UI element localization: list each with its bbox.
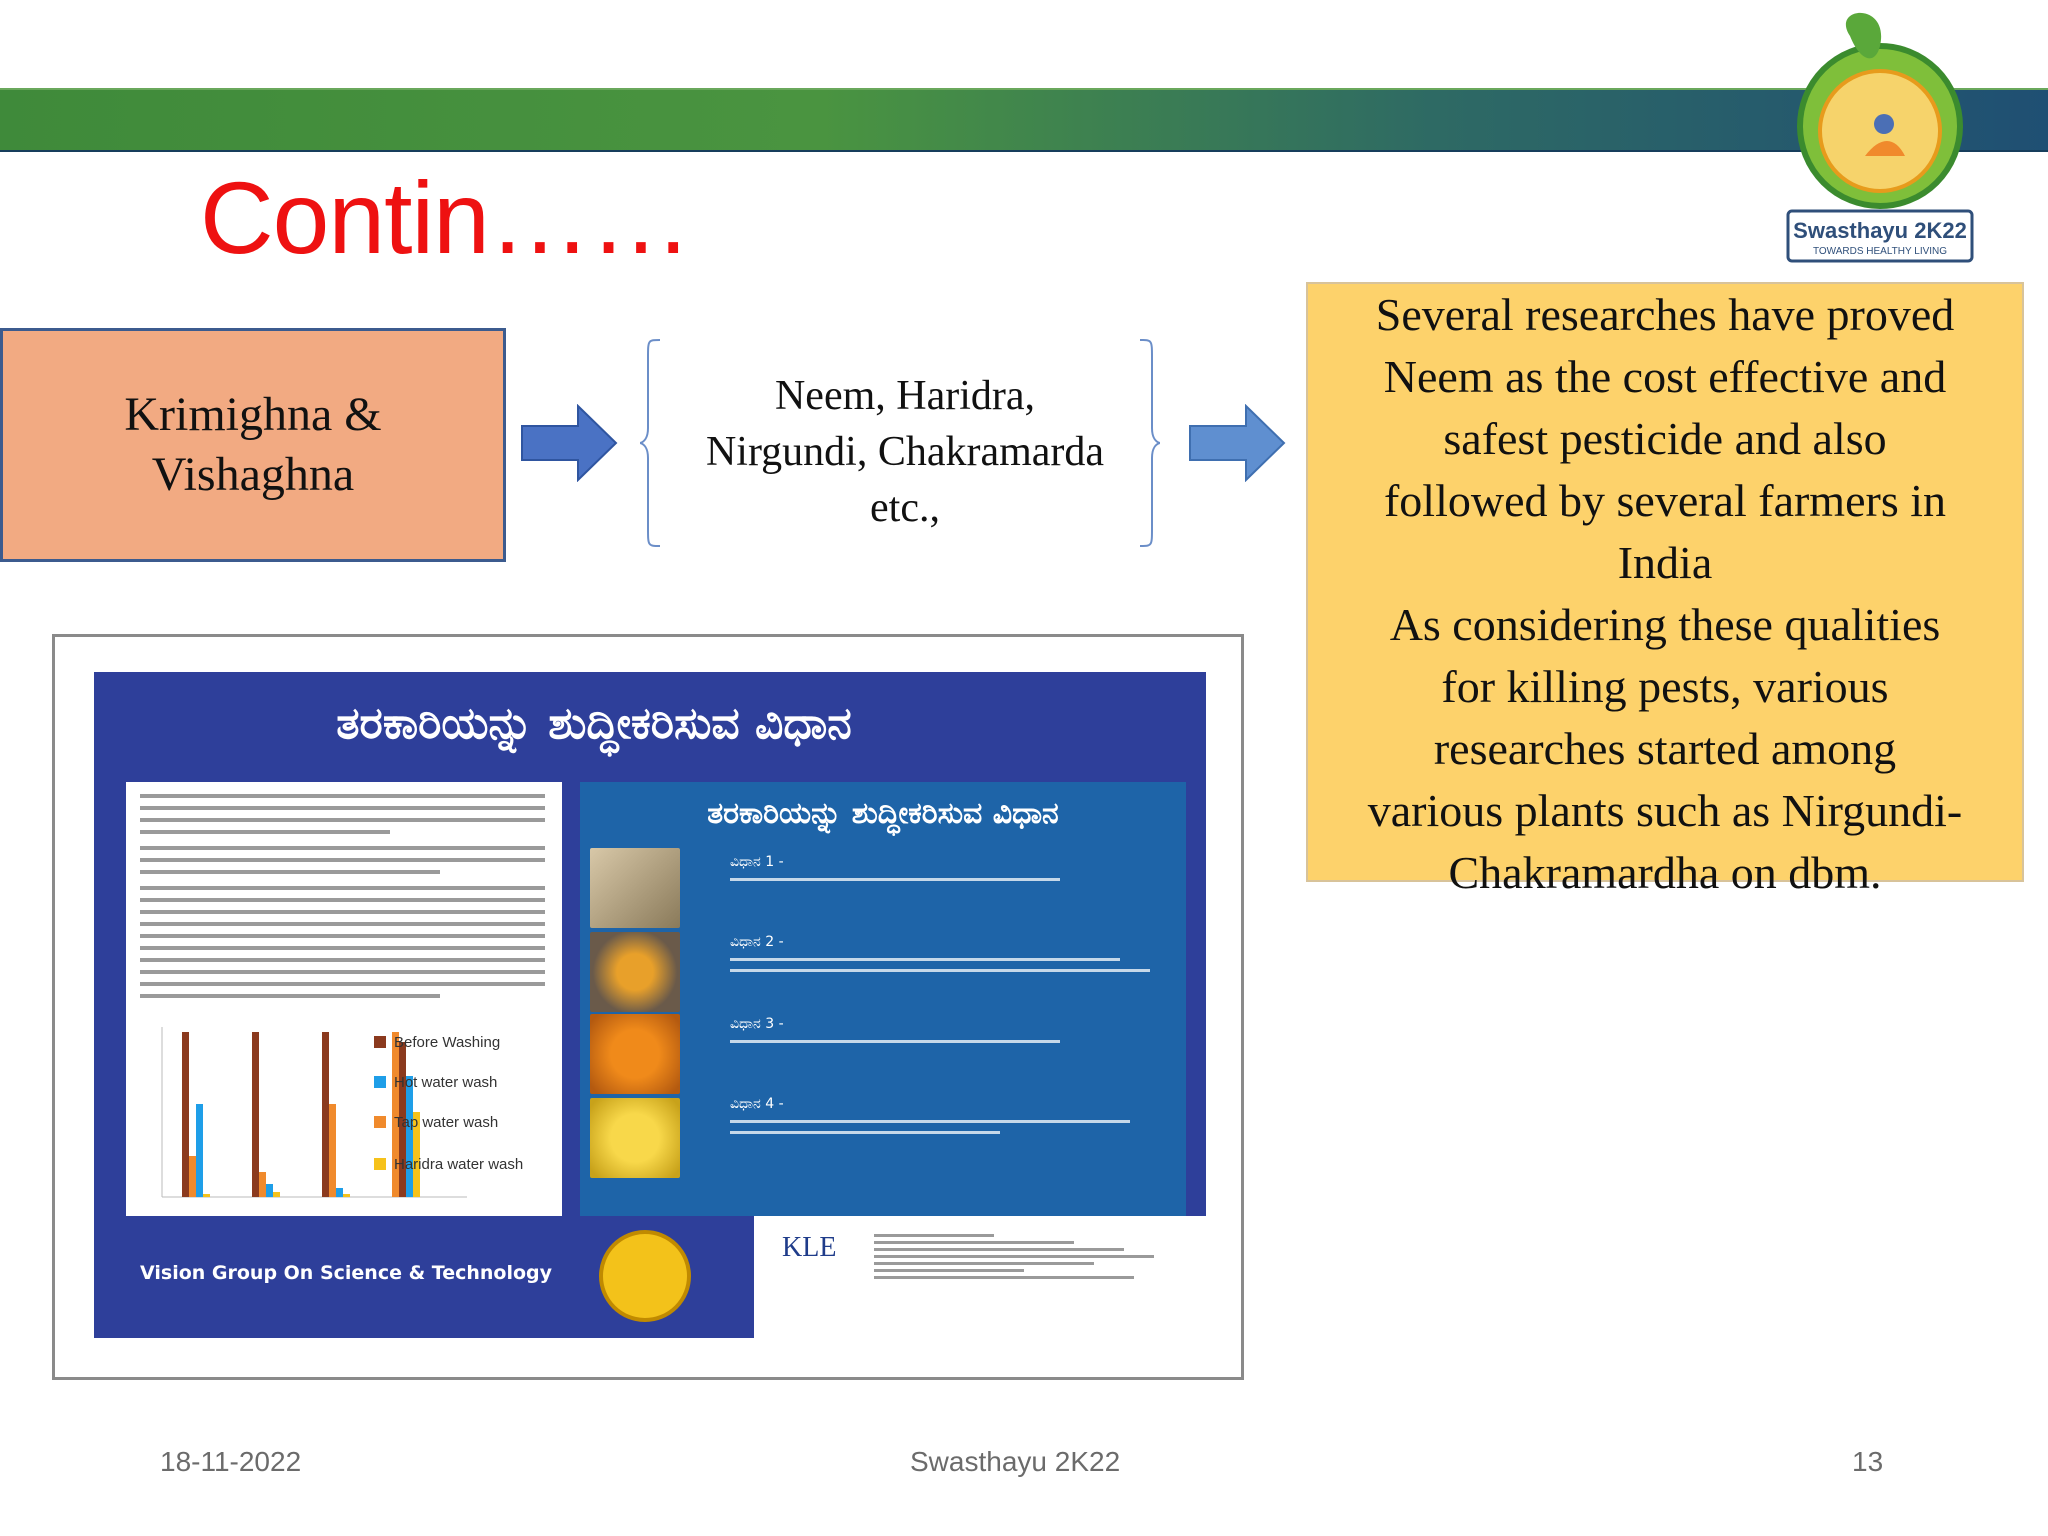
poster-left-panel [126,782,562,1216]
poster-image [94,672,1206,1338]
poster-title: ತರಕಾರಿಯನ್ನು ಶುದ್ಧೀಕರಿಸುವ ವಿಧಾನ [336,698,852,749]
herbs-line3: etc., [870,485,940,531]
krimighna-box [0,328,506,562]
step2-text: ವಿಧಾನ 2 - [730,934,1150,972]
vision-group-text: Vision Group On Science & Technology [140,1262,553,1284]
footer-center: Swasthayu 2K22 [910,1446,1121,1477]
summary-line: followed by several farmers in [1383,475,1947,526]
step1-photo [590,848,680,928]
right-arrow-icon [1188,404,1288,482]
summary-line: Several researches have proved [1375,289,1955,340]
legend-haridra-water: Haridra water wash [374,1156,523,1173]
left-box-line1: Krimighna & [124,388,382,441]
step4-text: ವಿಧಾನ 4 - [730,1096,1130,1134]
poster-footer-left [94,1216,754,1338]
summary-line: for killing pests, various [1441,661,1889,712]
swasthayu-logo [1780,6,1980,268]
logo-tagline: TOWARDS HEALTHY LIVING [1812,246,1948,257]
summary-line: As considering these qualities [1389,599,1941,650]
research-summary-box [1306,282,2024,898]
summary-line: researches started among [1433,723,1897,774]
left-box-line2: Vishaghna [151,448,355,501]
header-band [0,88,2048,152]
kle-logo: KLE [782,1232,837,1263]
legend-before-washing: Before Washing [374,1034,500,1051]
poster-subtitle: ತರಕಾರಿಯನ್ನು ಶುದ್ಧೀಕರಿಸುವ ವಿಧಾನ [707,796,1059,831]
summary-line: Chakramardha on dbm. [1448,847,1882,898]
logo-text: Swasthayu 2K22 [1793,218,1967,243]
right-arrow-icon [520,404,620,482]
step2-photo [590,932,680,1012]
summary-line: safest pesticide and also [1443,413,1887,464]
poster-right-panel [580,782,1186,1216]
step3-photo [590,1014,680,1094]
summary-line: Neem as the cost effective and [1383,351,1947,402]
legend-tap-water: Tap water wash [374,1114,498,1131]
legend-hot-water: Hot water wash [374,1074,497,1091]
step1-text: ವಿಧಾನ 1 - [730,854,1060,881]
step4-photo [590,1098,680,1178]
summary-line: various plants such as Nirgundi- [1367,785,1963,836]
poster-footer-right [754,1216,1206,1338]
summary-line: India [1617,537,1713,588]
herbs-list [680,368,1130,536]
herbs-line1: Neem, Haridra, [774,373,1036,419]
karnataka-seal-icon [599,1230,691,1322]
herbs-line2: Nirgundi, Chakramarda [705,429,1105,475]
step3-text: ವಿಧಾನ 3 - [730,1016,1060,1043]
slide-title: Contin…… [200,161,691,275]
page-number: 13 [1852,1446,1884,1477]
footer-date: 18-11-2022 [160,1446,302,1477]
